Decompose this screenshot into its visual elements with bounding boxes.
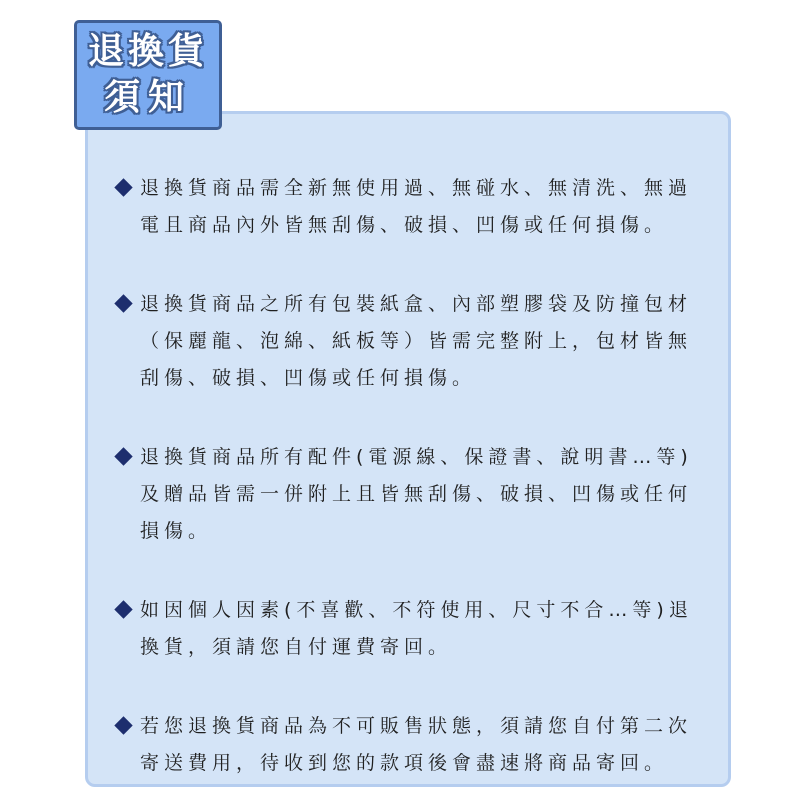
diamond-bullet-icon xyxy=(114,447,132,465)
title-line-2: 須知 xyxy=(103,77,192,118)
notice-item-3 xyxy=(115,439,705,550)
notice-text-1: 退換貨商品需全新無使用過、無碰水、無清洗、無過電且商品內外皆無刮傷、破損、凹傷或任何損傷。 xyxy=(140,177,693,236)
notice-list xyxy=(115,170,705,800)
diamond-bullet-icon xyxy=(114,716,132,734)
notice-item-5 xyxy=(115,708,705,782)
notice-item-2 xyxy=(115,286,705,397)
notice-item-1 xyxy=(115,170,705,244)
title-line-1: 退換貨 xyxy=(87,31,208,72)
notice-text-5: 若您退換貨商品為不可販售狀態，須請您自付第二次寄送費用，待收到您的款項後會盡速將商品寄回。 xyxy=(140,715,693,774)
notice-item-4 xyxy=(115,592,705,666)
notice-text-3: 退換貨商品所有配件(電源線、保證書、說明書…等)及贈品皆需一併附上且皆無刮傷、破損、凹傷或任何損傷。 xyxy=(140,446,693,542)
notice-text-2: 退換貨商品之所有包裝紙盒、內部塑膠袋及防撞包材（保麗龍、泡綿、紙板等）皆需完整附上，包材皆無刮傷、破損、凹傷或任何損傷。 xyxy=(140,293,693,389)
notice-text-4: 如因個人因素(不喜歡、不符使用、尺寸不合…等)退換貨，須請您自付運費寄回。 xyxy=(140,599,693,658)
diamond-bullet-icon xyxy=(114,294,132,312)
title-badge xyxy=(74,20,222,130)
diamond-bullet-icon xyxy=(114,600,132,618)
diamond-bullet-icon xyxy=(114,178,132,196)
